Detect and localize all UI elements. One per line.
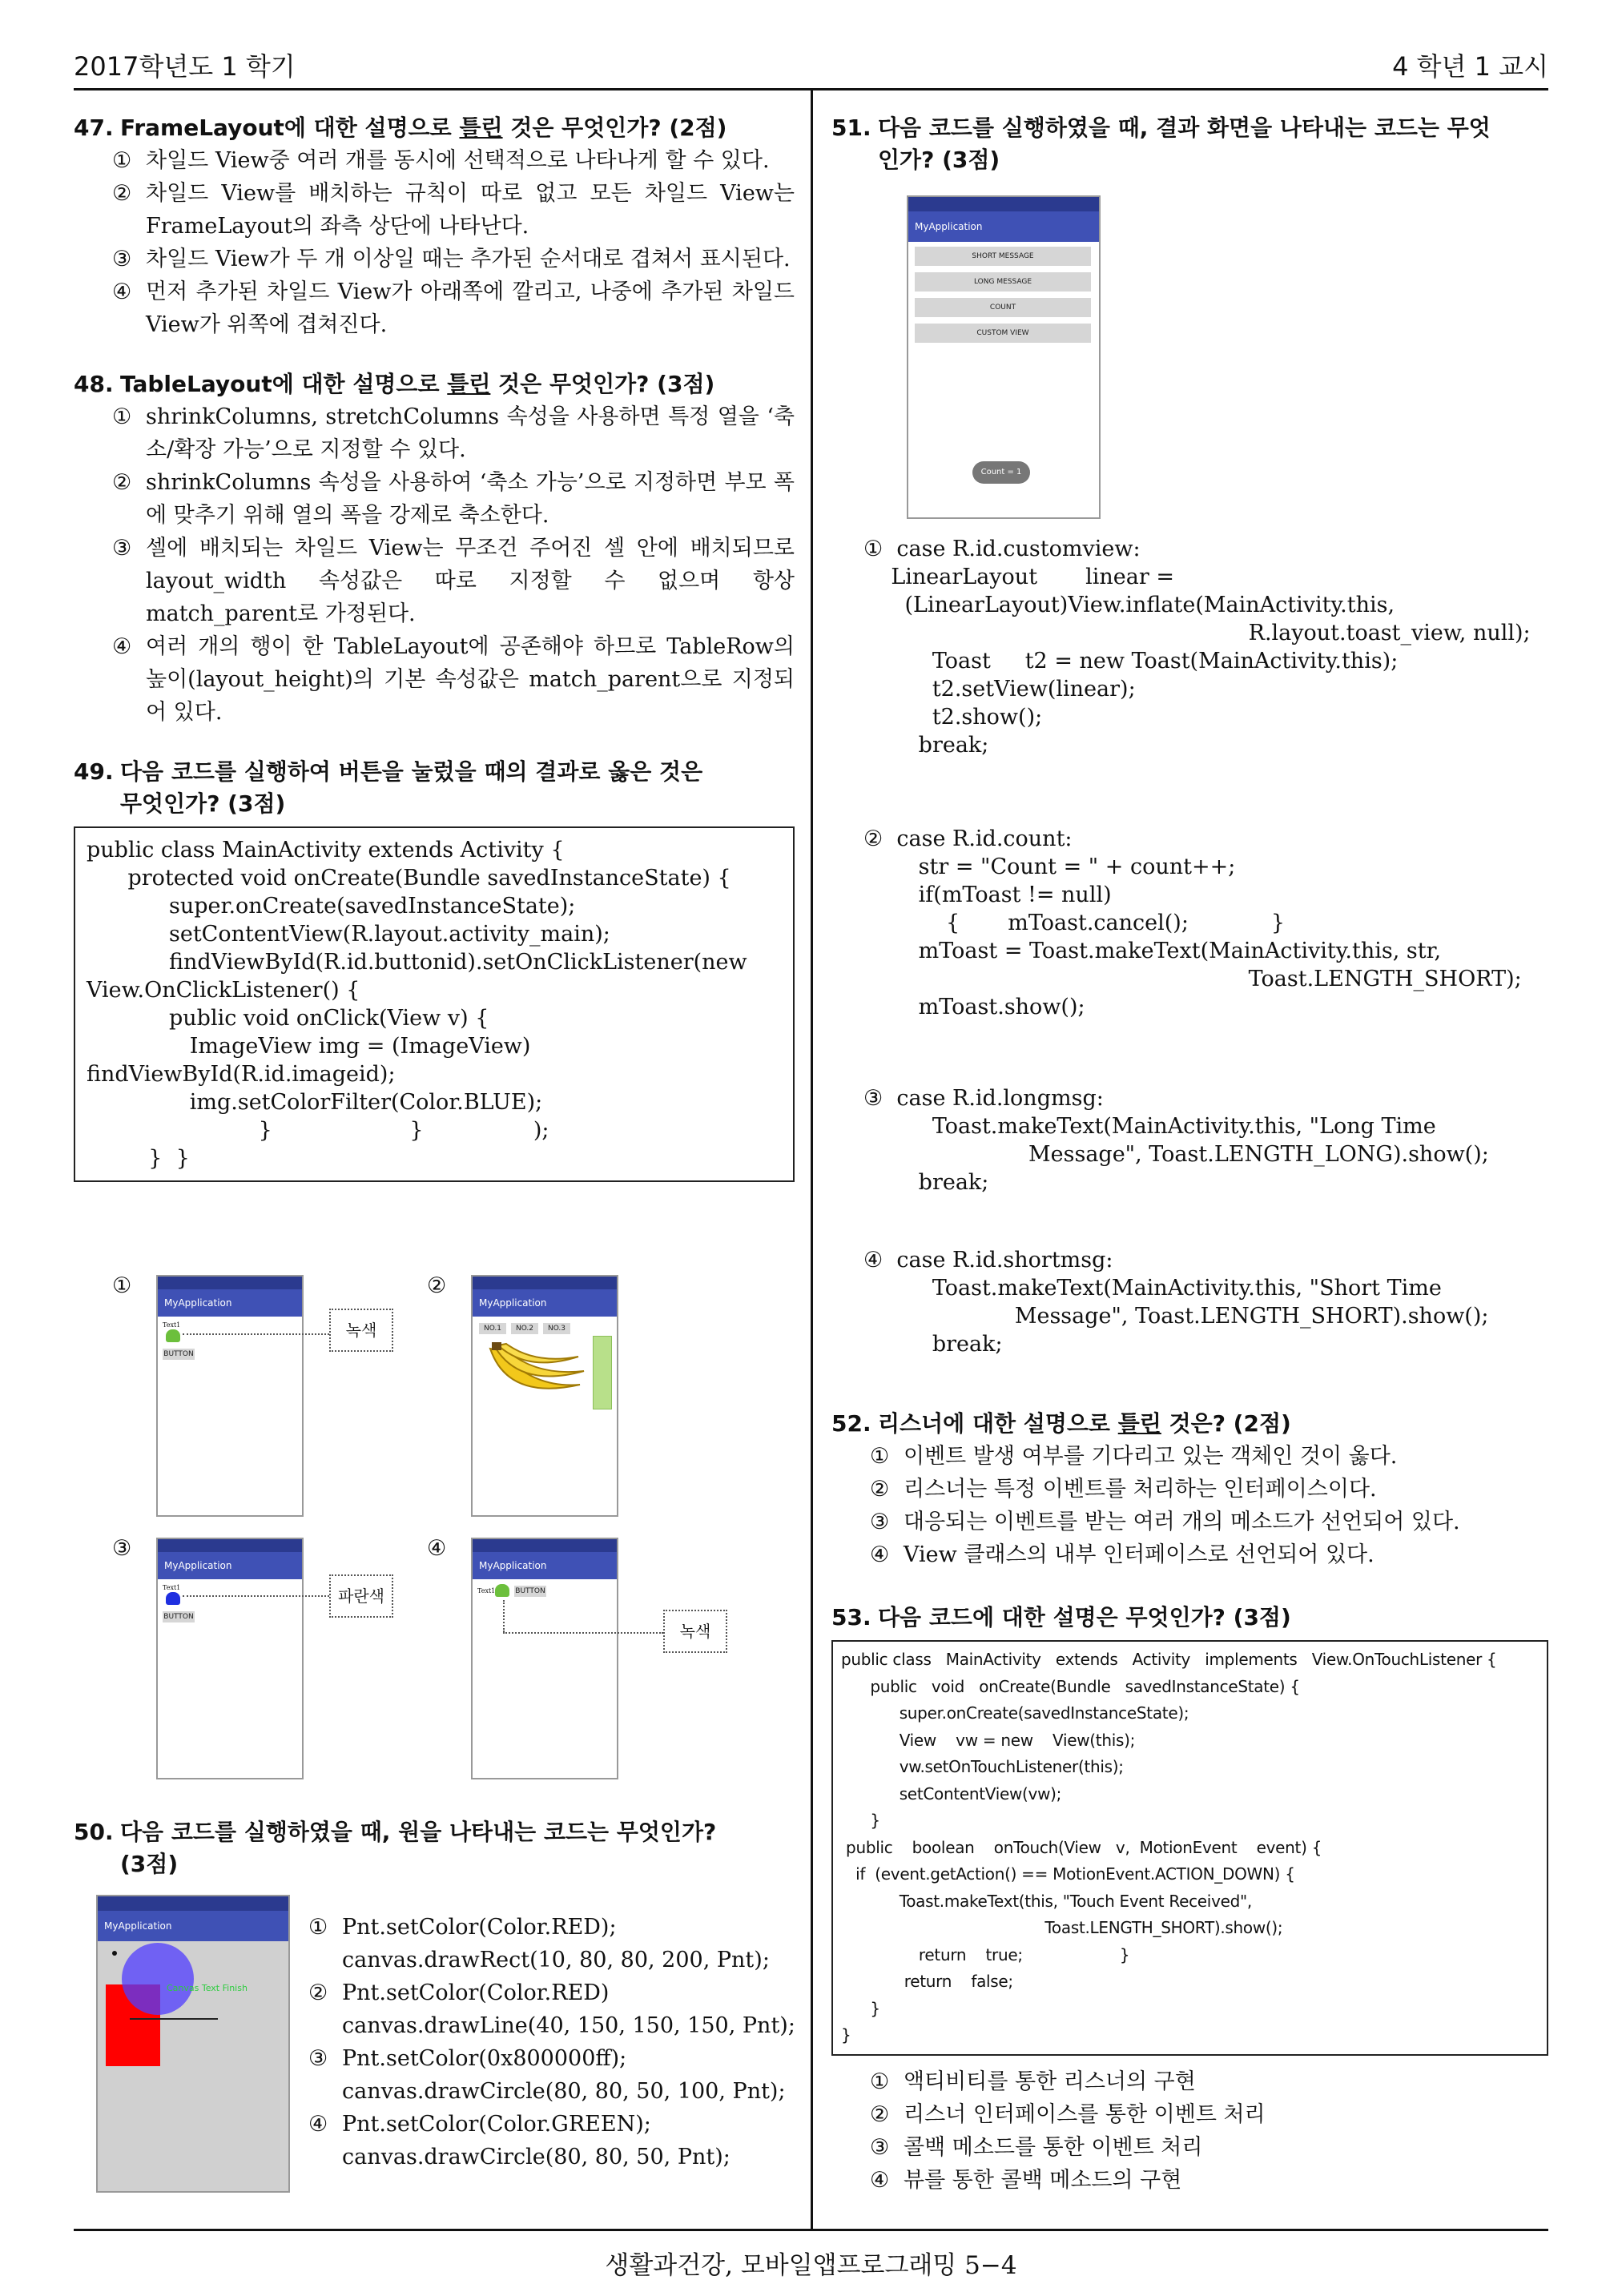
footer-text: 생활과건강, 모바일앱프로그래밍 5−4: [605, 2251, 1017, 2280]
button[interactable]: BUTTON: [163, 1350, 194, 1358]
option-mark: ④: [112, 634, 132, 659]
q51-stem: 다음 코드를 실행하였을 때, 결과 화면을 나타내는 코드는 무엇: [878, 115, 1491, 141]
black-line: [130, 2018, 218, 2020]
q49-phone-3: [156, 1538, 304, 1779]
option-code-2: canvas.drawCircle(80, 80, 50, Pnt);: [342, 2145, 731, 2169]
option-text: 이벤트 발생 여부를 기다리고 있는 객체인 것이 옳다.: [904, 1444, 1398, 1469]
option-mark: ④: [870, 2167, 890, 2193]
question-49: [74, 756, 795, 1182]
option-mark: ③: [870, 2134, 890, 2160]
option-text: 셀에 배치되는 차일드 View는 무조건 주어진 셀 안에 배치되므로 layout_width 속성값은 따로 지정할 수 없으며 항상 match_parent로 가정된다.: [146, 536, 795, 626]
q50-option-4: [308, 2108, 805, 2173]
android-blue-icon: [166, 1592, 180, 1605]
q52-option-4: [831, 1538, 1548, 1571]
option-mark: ②: [112, 470, 132, 495]
q51-option-4: ④ case R.id.shortmsg: Toast.makeText(MainActivity.this, "Short Time Message", Toast.LENGTH_SHORT).show(); break;: [863, 1248, 1489, 1357]
q51-phone: [907, 195, 1101, 519]
q51-stem-end: 인가? (3점): [878, 147, 1000, 173]
q51-number: 51.: [831, 115, 871, 141]
q50-number: 50.: [74, 1819, 114, 1845]
q49-label-4: 녹색: [663, 1610, 727, 1653]
option-code-1: Pnt.setColor(Color.GREEN);: [342, 2112, 651, 2137]
option-code-1: Pnt.setColor(0x800000ff);: [342, 2046, 627, 2071]
q52-number: 52.: [831, 1410, 871, 1437]
option-mark: ①: [308, 1915, 328, 1940]
option-mark: ①: [112, 148, 132, 173]
option-mark: ③: [112, 536, 132, 561]
tab-button-3[interactable]: NO.3: [543, 1323, 570, 1334]
question-51: [831, 112, 1548, 176]
q49-mark-4: ④: [427, 1536, 447, 1561]
q52-option-1: [831, 1440, 1548, 1473]
custom-view-button[interactable]: CUSTOM VIEW: [915, 324, 1091, 343]
q50-option-1: [308, 1911, 805, 1976]
option-text: shrinkColumns 속성을 사용하여 ‘축소 가능’으로 지정하면 부모 폭에 맞추기 위해 열의 폭을 강제로 축소한다.: [146, 470, 795, 528]
option-text: 대응되는 이벤트를 받는 여러 개의 메소드가 선언되어 있다.: [904, 1510, 1460, 1534]
banana-image: [484, 1341, 588, 1405]
leader-line: [183, 1595, 329, 1597]
app-bar: MyApplication: [473, 1552, 617, 1579]
q48-option-3: [74, 532, 795, 630]
q49-label-1: 녹색: [329, 1309, 393, 1352]
q53-option-3: [831, 2131, 1548, 2164]
q50-options: [308, 1911, 805, 2173]
green-side-panel: [593, 1336, 612, 1409]
point-dot: [112, 1951, 117, 1956]
option-text: 차일드 View가 두 개 이상일 때는 추가된 순서대로 겹쳐서 표시된다.: [146, 247, 791, 271]
q52-option-3: [831, 1506, 1548, 1538]
footer-rule: [74, 2229, 1548, 2231]
status-bar: [158, 1277, 302, 1289]
app-bar: MyApplication: [473, 1289, 617, 1317]
q50-option-2: [308, 1976, 805, 2042]
option-code-2: canvas.drawRect(10, 80, 80, 200, Pnt);: [342, 1948, 770, 1972]
tab-button-2[interactable]: NO.2: [511, 1323, 538, 1334]
q50-stem-end: (3점): [120, 1851, 179, 1877]
question-53: [831, 1602, 1548, 2197]
option-code-1: Pnt.setColor(Color.RED);: [342, 1915, 617, 1940]
q53-code-box: public class MainActivity extends Activity implements View.OnTouchListener { public void onCreate(Bundle savedInstanceState) { super.onCreate(savedInstanceState); View vw = new View(this); vw.setOnTouchListener(this); setContentView(vw); } public boolean onTouch(View v, MotionEvent event) { if (event.getAction() == MotionEvent.ACTION_DOWN) { Toast.makeText(this, "Touch Event Received", Toast.LENGTH_SHORT).show(); return true; } return false; } }: [831, 1640, 1548, 2056]
q52-stem: 리스너에 대한 설명으로: [878, 1410, 1118, 1437]
option-code-2: canvas.drawCircle(80, 80, 50, 100, Pnt);: [342, 2079, 786, 2104]
option-text: 먼저 추가된 차일드 View가 아래쪽에 깔리고, 나중에 추가된 차일드 View가 위쪽에 겹쳐진다.: [146, 279, 795, 337]
app-bar: MyApplication: [158, 1552, 302, 1579]
option-mark: ②: [112, 181, 132, 206]
q52-option-2: [831, 1473, 1548, 1506]
q49-mark-2: ②: [427, 1273, 447, 1298]
q53-stem: 다음 코드에 대한 설명은 무엇인가? (3점): [878, 1604, 1291, 1631]
option-mark: ④: [112, 279, 132, 304]
q48-option-1: [74, 400, 795, 466]
q49-stem-end: 무엇인가? (3점): [120, 790, 286, 817]
option-mark: ③: [308, 2046, 328, 2071]
button[interactable]: BUTTON: [163, 1613, 194, 1621]
left-column: [74, 112, 795, 1182]
q47-option-1: [74, 144, 795, 177]
app-bar: MyApplication: [908, 211, 1099, 242]
app-bar: MyApplication: [98, 1911, 288, 1941]
header-term: 2017학년도 1 학기: [74, 51, 296, 82]
option-mark: ②: [308, 1980, 328, 2005]
q51-option-1: ① case R.id.customview: LinearLayout linear = (LinearLayout)View.inflate(MainActivity.this, R.layout.toast_view, null); Toast t2 = new Toast(MainActivity.this); t2.setView(linear); t2.show(); break;: [863, 537, 1531, 758]
q53-number: 53.: [831, 1604, 871, 1631]
option-mark: ④: [308, 2112, 328, 2137]
option-mark: ①: [112, 404, 132, 429]
count-button[interactable]: COUNT: [915, 298, 1091, 317]
q48-stem: TableLayout에 대한 설명으로: [120, 371, 448, 397]
q47-option-4: [74, 275, 795, 341]
option-text: 리스너는 특정 이벤트를 처리하는 인터페이스이다.: [904, 1477, 1377, 1502]
short-message-button[interactable]: SHORT MESSAGE: [915, 247, 1091, 266]
option-text: 여러 개의 행이 한 TableLayout에 공존해야 하므로 TableRow의 높이(layout_height)의 기본 속성값은 match_parent으로 지정되어 있다.: [146, 634, 795, 725]
q51-option-3: ③ case R.id.longmsg: Toast.makeText(MainActivity.this, "Long Time Message", Toast.LENGTH_LONG).show(); break;: [863, 1086, 1489, 1195]
leader-line: [183, 1333, 329, 1335]
option-mark: ④: [870, 1542, 890, 1567]
question-48: [74, 368, 795, 729]
q48-option-2: [74, 466, 795, 532]
q49-code-box: public class MainActivity extends Activity { protected void onCreate(Bundle savedInstanceState) { super.onCreate(savedInstanceState); setContentView(R.layout.activity_main); findViewById(R.id.buttonid).setOnClickListener(new View.OnClickListener() { public void onClick(View v) { ImageView img = (ImageView) findViewById(R.id.imageid); img.setColorFilter(Color.BLUE); } } ); } }: [74, 826, 795, 1182]
header-grade: 4 학년 1 교시: [1392, 51, 1548, 82]
q49-mark-3: ③: [112, 1536, 132, 1561]
status-bar: [98, 1896, 288, 1911]
q48-stem-end: 것은 무엇인가? (3점): [490, 371, 715, 397]
option-text: 액티비티를 통한 리스너의 구현: [904, 2069, 1196, 2094]
option-code-2: canvas.drawLine(40, 150, 150, 150, Pnt);: [342, 2013, 795, 2038]
option-text: 콜백 메소드를 통한 이벤트 처리: [904, 2134, 1203, 2160]
android-green-icon: [166, 1329, 180, 1342]
text-view: Text1: [163, 1584, 181, 1591]
q49-label-3: 파란색: [329, 1574, 393, 1618]
q50-stem: 다음 코드를 실행하였을 때, 원을 나타내는 코드는 무엇인가?: [120, 1819, 717, 1845]
question-47: [74, 112, 795, 341]
q49-phone-4: [471, 1538, 618, 1779]
right-column: [831, 112, 1548, 176]
q52-emphasis: 틀린: [1117, 1410, 1161, 1437]
toast-message: Count = 1: [972, 461, 1030, 484]
question-50: [74, 1816, 795, 1880]
q47-option-3: [74, 243, 795, 275]
android-green-icon: [495, 1584, 509, 1597]
option-text: 차일드 View를 배치하는 규칙이 따로 없고 모든 차일드 View는 FrameLayout의 좌측 상단에 나타난다.: [146, 181, 795, 239]
status-bar: [473, 1277, 617, 1289]
option-text: 뷰를 통한 콜백 메소드의 구현: [904, 2167, 1182, 2193]
q49-phone-2: [471, 1275, 618, 1517]
q47-option-2: [74, 177, 795, 243]
q53-option-1: [831, 2065, 1548, 2098]
q49-phone-1: [156, 1275, 304, 1517]
long-message-button[interactable]: LONG MESSAGE: [915, 272, 1091, 292]
leader-line: [503, 1600, 505, 1632]
option-mark: ③: [112, 247, 132, 271]
leader-line: [503, 1632, 663, 1634]
app-bar: MyApplication: [158, 1289, 302, 1317]
q47-number: 47.: [74, 115, 114, 141]
column-divider: [811, 90, 813, 2229]
q47-stem-end: 것은 무엇인가? (2점): [502, 115, 727, 141]
q50-phone: [96, 1895, 290, 2193]
q49-mark-1: ①: [112, 1273, 132, 1298]
option-mark: ②: [870, 1477, 890, 1502]
q48-emphasis: 틀린: [447, 371, 491, 397]
q47-emphasis: 틀린: [459, 115, 503, 141]
option-mark: ①: [870, 2069, 890, 2094]
option-text: View 클래스의 내부 인터페이스로 선언되어 있다.: [904, 1542, 1374, 1567]
status-bar: [158, 1539, 302, 1552]
text-view: Text1: [477, 1587, 496, 1594]
option-text: shrinkColumns, stretchColumns 속성을 사용하면 특정 열을 ‘축소/확장 가능’으로 지정할 수 있다.: [146, 404, 795, 462]
blue-circle: [122, 1943, 194, 2015]
option-code-1: Pnt.setColor(Color.RED): [342, 1980, 610, 2005]
q51-option-2: ② case R.id.count: str = "Count = " + count++; if(mToast != null) { mToast.cancel(); } mToast = Toast.makeText(MainActivity.this, str, Toast.LENGTH_SHORT); mToast.show();: [863, 826, 1522, 1019]
option-mark: ②: [870, 2101, 890, 2127]
q48-number: 48.: [74, 371, 114, 397]
q53-option-4: [831, 2164, 1548, 2197]
q53-option-2: [831, 2098, 1548, 2131]
tab-button-1[interactable]: NO.1: [479, 1323, 506, 1334]
q52-stem-end: 것은? (2점): [1161, 1410, 1291, 1437]
option-mark: ①: [870, 1444, 890, 1469]
canvas-text: Canvas Text Finish: [167, 1983, 248, 1993]
option-text: 차일드 View중 여러 개를 동시에 선택적으로 나타나게 할 수 있다.: [146, 148, 770, 173]
q49-number: 49.: [74, 758, 114, 785]
q49-stem: 다음 코드를 실행하여 버튼을 눌렀을 때의 결과로 옳은 것은: [120, 758, 703, 785]
text-view: Text1: [163, 1321, 181, 1329]
q50-option-3: [308, 2042, 805, 2108]
q48-option-4: [74, 630, 795, 729]
status-bar: [908, 197, 1099, 211]
q47-stem: FrameLayout에 대한 설명으로: [120, 115, 460, 141]
button[interactable]: BUTTON: [515, 1587, 545, 1595]
option-text: 리스너 인터페이스를 통한 이벤트 처리: [904, 2101, 1266, 2127]
question-52: [831, 1408, 1548, 1571]
status-bar: [473, 1539, 617, 1552]
option-mark: ③: [870, 1510, 890, 1534]
